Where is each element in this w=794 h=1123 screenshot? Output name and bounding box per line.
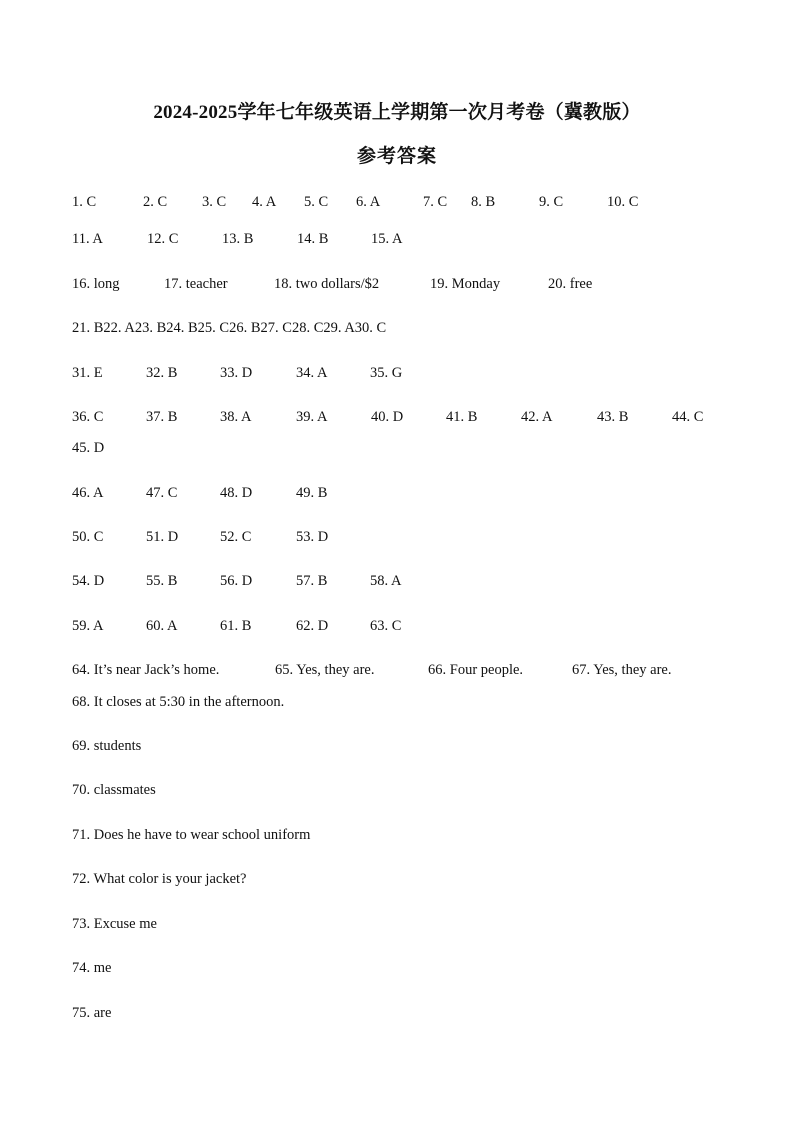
answer-item: 3. C <box>202 194 227 210</box>
answer-item: 52. C <box>220 529 252 545</box>
answer-item: 39. A <box>296 409 328 425</box>
answer-item: 56. D <box>220 573 253 589</box>
answer-item: 71. Does he have to wear school uniform <box>72 827 311 843</box>
answer-item: 42. A <box>521 409 553 425</box>
answer-item: 36. C <box>72 409 104 425</box>
answer-item: 7. C <box>423 194 448 210</box>
answer-item: 53. D <box>296 529 329 545</box>
answer-item: 20. free <box>548 276 593 292</box>
answer-item: 61. B <box>220 618 252 634</box>
answer-item: 70. classmates <box>72 782 156 798</box>
answer-item: 6. A <box>356 194 381 210</box>
page-subtitle: 参考答案 <box>356 146 437 167</box>
answer-item: 38. A <box>220 409 252 425</box>
answer-item: 1. C <box>72 194 97 210</box>
answer-item: 17. teacher <box>164 276 228 292</box>
answer-item: 2. C <box>143 194 168 210</box>
answer-item: 37. B <box>146 409 178 425</box>
answer-item: 33. D <box>220 365 253 381</box>
answer-item: 15. A <box>371 231 403 247</box>
answer-item: 47. C <box>146 485 178 501</box>
answer-item: 58. A <box>370 573 402 589</box>
answer-item: 49. B <box>296 485 328 501</box>
answer-item: 31. E <box>72 365 103 381</box>
page-title: 2024-2025学年七年级英语上学期第一次月考卷（冀教版） <box>153 102 641 123</box>
answer-item: 32. B <box>146 365 178 381</box>
answer-item: 50. C <box>72 529 104 545</box>
answer-item: 34. A <box>296 365 328 381</box>
answer-item: 66. Four people. <box>428 662 524 678</box>
answer-item: 12. C <box>147 231 179 247</box>
answer-item: 63. C <box>370 618 402 634</box>
answer-item: 59. A <box>72 618 104 634</box>
answer-item: 74. me <box>72 960 112 976</box>
answer-item: 54. D <box>72 573 105 589</box>
answer-item: 51. D <box>146 529 179 545</box>
answer-item: 18. two dollars/$2 <box>274 276 380 292</box>
answer-item: 13. B <box>222 231 254 247</box>
answer-item: 65. Yes, they are. <box>275 662 375 678</box>
answer-item: 11. A <box>72 231 103 247</box>
answer-item: 43. B <box>597 409 629 425</box>
answer-item: 75. are <box>72 1005 112 1021</box>
answer-item: 45. D <box>72 440 105 456</box>
answer-item: 46. A <box>72 485 104 501</box>
answer-item: 57. B <box>296 573 328 589</box>
answer-item: 40. D <box>371 409 404 425</box>
answer-item: 44. C <box>672 409 704 425</box>
answer-item: 64. It’s near Jack’s home. <box>72 662 220 678</box>
answer-item: 72. What color is your jacket? <box>72 871 247 887</box>
answer-item: 73. Excuse me <box>72 916 157 932</box>
answer-item: 5. C <box>304 194 329 210</box>
answer-item: 8. B <box>471 194 496 210</box>
answer-item: 4. A <box>252 194 277 210</box>
answer-item: 68. It closes at 5:30 in the afternoon. <box>72 694 285 710</box>
answer-item: 41. B <box>446 409 478 425</box>
answer-item: 67. Yes, they are. <box>572 662 672 678</box>
answer-item: 14. B <box>297 231 329 247</box>
answer-item: 60. A <box>146 618 178 634</box>
answer-item: 69. students <box>72 738 142 754</box>
answer-item: 21. B22. A23. B24. B25. C26. B27. C28. C29. A30. C <box>72 320 387 336</box>
answer-item: 55. B <box>146 573 178 589</box>
answer-item: 35. G <box>370 365 403 381</box>
answer-item: 16. long <box>72 276 120 292</box>
answer-item: 48. D <box>220 485 253 501</box>
answer-item: 9. C <box>539 194 564 210</box>
answer-item: 62. D <box>296 618 329 634</box>
answer-item: 19. Monday <box>430 276 501 292</box>
answer-item: 10. C <box>607 194 639 210</box>
